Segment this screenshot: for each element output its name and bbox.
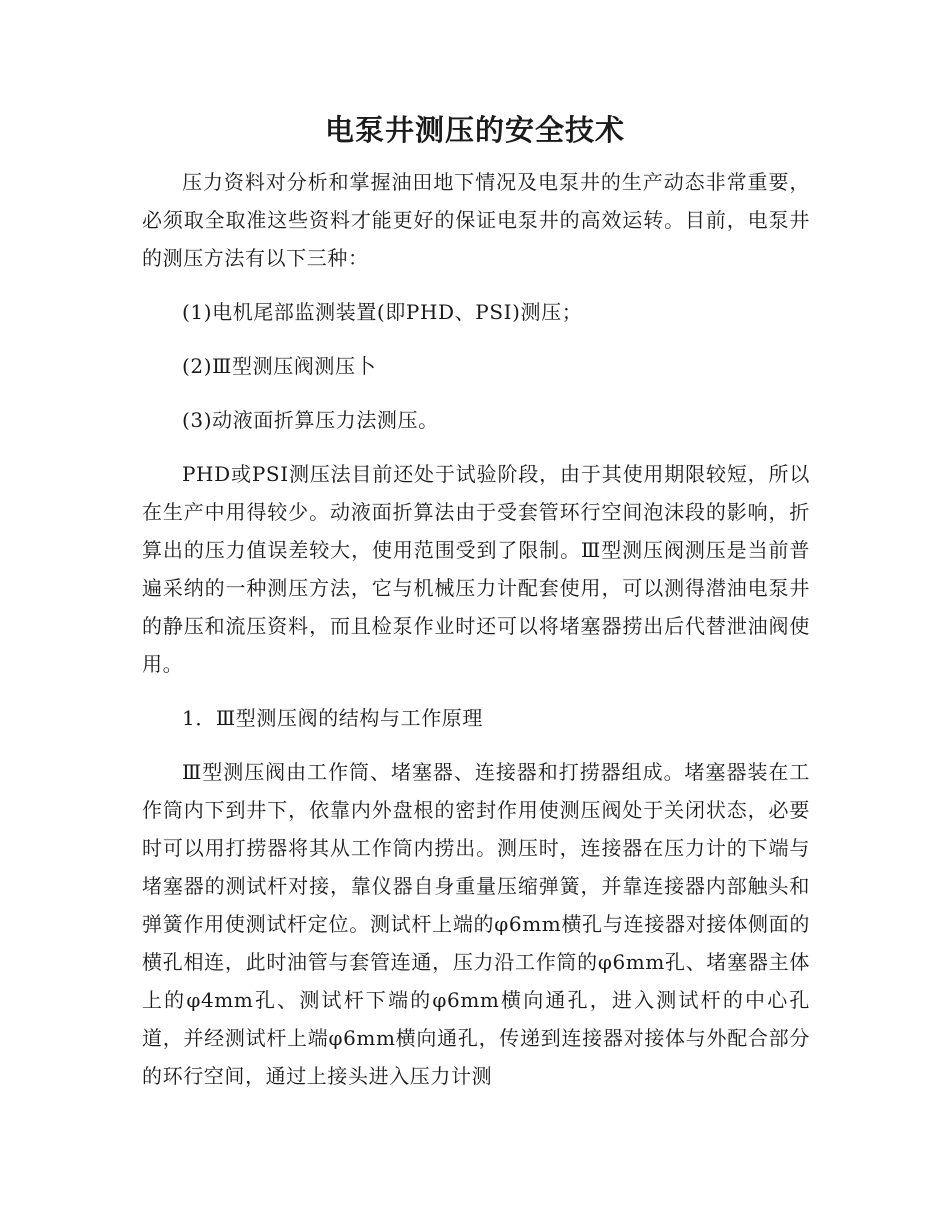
list-item-method-2: (2)Ⅲ型测压阀测压卜: [182, 354, 377, 378]
paragraph-structure-principle: Ⅲ型测压阀由工作筒、堵塞器、连接器和打捞器组成。堵塞器装在工作筒内下到井下，依靠内外盘根的密封作用使测压阀处于关闭状态，必要时可以用打捞器将其从工作筒内捞出。测压时，连接器在压力计的下端与堵塞器的测试杆对接，靠仪器自身重量压缩弹簧，并靠连接器内部触头和弹簧作用使测试杆定位。测试杆上端的φ6mm横孔与连接器对接体侧面的横孔相连，此时油管与套管连通，压力沿工作筒的φ6mm孔、堵塞器主体上的φ4mm孔、测试杆下端的φ6mm横向通孔，进入测试杆的中心孔道，并经测试杆上端φ6mm横向通孔，传递到连接器对接体与外配合部分的环行空间，通过上接头进入压力计测: [142, 760, 810, 1088]
list-item-method-3: (3)动液面折算压力法测压。: [182, 408, 439, 432]
document-title: 电泵井测压的安全技术: [324, 113, 625, 147]
section-heading-structure: 1．Ⅲ型测压阀的结构与工作原理: [182, 706, 484, 730]
list-item-method-1: (1)电机尾部监测装置(即PHD、PSI)测压；: [182, 300, 583, 324]
paragraph-intro: 压力资料对分析和掌握油田地下情况及电泵井的生产动态非常重要，必须取全取准这些资料才能更好的保证电泵井的高效运转。目前，电泵井的测压方法有以下三种：: [142, 170, 810, 270]
document-body: [142, 163, 810, 1095]
paragraph-method-comparison: PHD或PSI测压法目前还处于试验阶段，由于其使用期限较短，所以在生产中用得较少。动液面折算法由于受套管环行空间泡沫段的影响，折算出的压力值误差较大，使用范围受到了限制。Ⅲ型测压阀测压是当前普遍采纳的一种测压方法，它与机械压力计配套使用，可以测得潜油电泵井的静压和流压资料，而且检泵作业时还可以将堵塞器捞出后代替泄油阀使用。: [142, 462, 810, 676]
